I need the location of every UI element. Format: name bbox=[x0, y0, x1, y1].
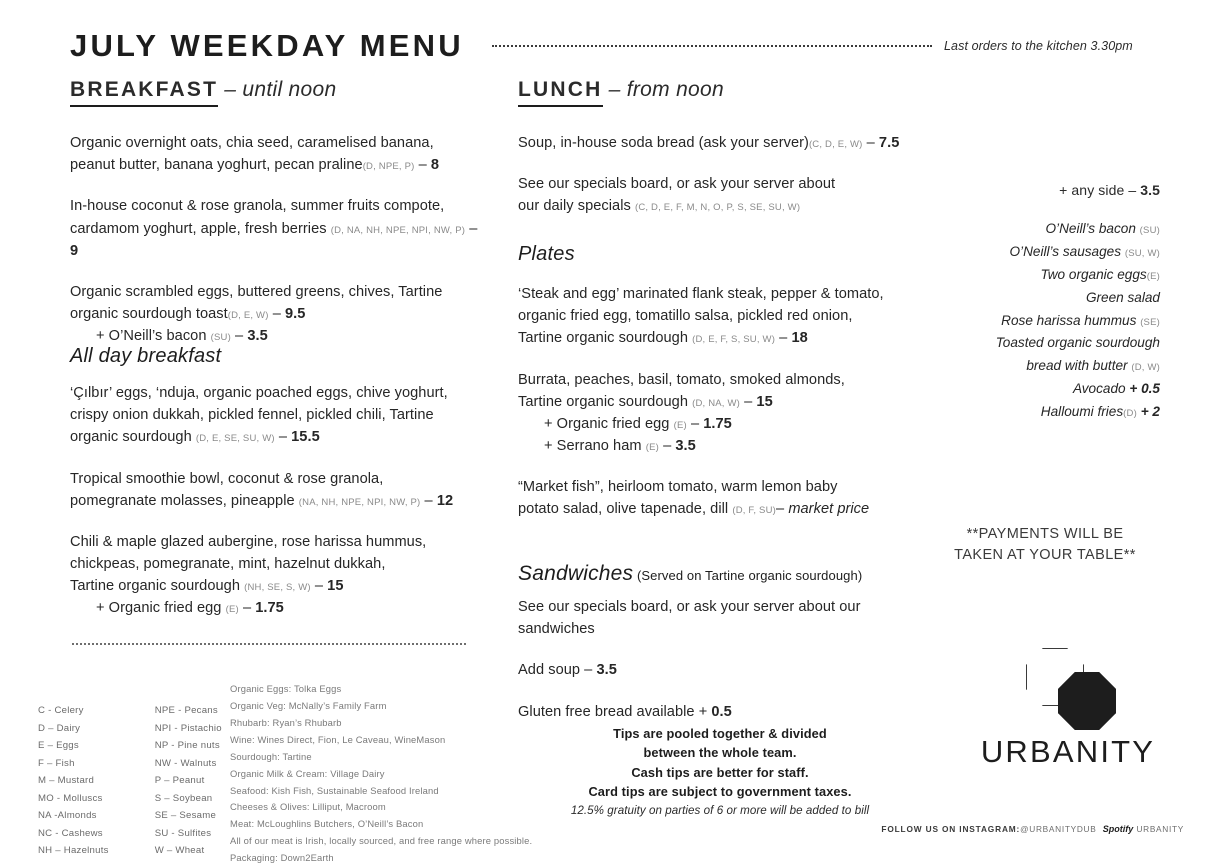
section-heading-plates: Plates bbox=[518, 243, 575, 265]
item-line: Burrata, peaches, basil, tomato, smoked almonds, bbox=[518, 371, 845, 388]
plates-items bbox=[518, 283, 918, 540]
item-line: Soup, in-house soda bread (ask your server) bbox=[518, 135, 809, 151]
social-footer bbox=[881, 824, 1184, 834]
allergen-entry: MO - Molluscs bbox=[38, 792, 103, 804]
addon-allergens: (E) bbox=[645, 442, 659, 454]
supplier-entry: Organic Veg: McNally’s Family Farm bbox=[230, 699, 387, 711]
menu-item bbox=[518, 701, 918, 723]
side-price: + 2 bbox=[1140, 404, 1160, 420]
side-name: Toasted organic sourdough bbox=[995, 335, 1160, 351]
side-allergens: (D) bbox=[1123, 408, 1137, 420]
side-allergens: (E) bbox=[1146, 270, 1160, 282]
side-price: + 0.5 bbox=[1129, 381, 1160, 397]
item-price: market price bbox=[788, 501, 870, 518]
item-dash: – bbox=[414, 157, 431, 174]
allergen-entry: NPE - Pecans bbox=[154, 705, 218, 716]
octagon-logo-icon bbox=[1018, 648, 1118, 730]
allergen-entry: SE – Sesame bbox=[154, 810, 217, 822]
side-name: Avocado bbox=[1072, 381, 1130, 397]
item-dash: – bbox=[420, 492, 437, 509]
side-allergens: (SE) bbox=[1140, 316, 1160, 328]
item-line: organic sourdough bbox=[70, 429, 192, 446]
menu-item bbox=[70, 132, 480, 176]
section-heading-lunch bbox=[518, 78, 724, 102]
allergen-entry: M – Mustard bbox=[38, 775, 95, 787]
tips-line-2: between the whole team. bbox=[643, 745, 797, 761]
addon-dash: – bbox=[658, 438, 676, 455]
side-name: bread with butter bbox=[1026, 358, 1132, 374]
side-item bbox=[900, 379, 1160, 399]
spotify-icon[interactable]: Spotify bbox=[1102, 824, 1134, 834]
side-item bbox=[900, 402, 1160, 422]
side-name: O’Neill’s sausages bbox=[1009, 243, 1125, 259]
side-item bbox=[900, 333, 1160, 353]
addon-allergens: (E) bbox=[225, 604, 239, 616]
item-allergens: (D, NA, W) bbox=[692, 397, 741, 409]
allergen-entry: S – Soybean bbox=[154, 792, 213, 804]
side-name: Green salad bbox=[1085, 289, 1160, 305]
item-price: 8 bbox=[430, 157, 440, 174]
item-line: ‘Çılbır’ eggs, ‘nduja, organic poached eggs, chive yoghurt, bbox=[70, 385, 448, 401]
side-allergens: (D, W) bbox=[1131, 362, 1160, 374]
menu-item bbox=[70, 195, 480, 262]
sides-heading-price: 3.5 bbox=[1140, 182, 1160, 198]
header-dotted-rule bbox=[492, 45, 932, 47]
item-line: Tartine organic sourdough bbox=[518, 330, 688, 347]
menu-item bbox=[518, 132, 918, 154]
addon-price: 1.75 bbox=[703, 415, 732, 432]
item-allergens: (D, E, F, S, SU, W) bbox=[692, 334, 776, 346]
tips-line-3: Cash tips are better for staff. bbox=[631, 764, 809, 780]
payments-line-2: TAKEN AT YOUR TABLE** bbox=[954, 546, 1136, 563]
item-dash: – bbox=[740, 393, 757, 410]
allergen-entry: SU - Sulfites bbox=[154, 827, 212, 839]
item-price: 15.5 bbox=[291, 429, 320, 446]
sides-heading bbox=[900, 182, 1160, 198]
item-line: See our specials board, or ask your server about our bbox=[518, 599, 861, 615]
item-line: “Market fish”, heirloom tomato, warm lemon baby bbox=[518, 479, 838, 496]
allergen-key-column-1 bbox=[38, 702, 109, 860]
addon-allergens: (E) bbox=[673, 419, 687, 431]
addon-price: 3.5 bbox=[675, 438, 696, 455]
section-heading-breakfast bbox=[70, 78, 336, 102]
addon-dash: – bbox=[230, 328, 248, 345]
sandwiches-items bbox=[518, 596, 918, 742]
supplier-entry: Cheeses & Olives: Lilliput, Macroom bbox=[230, 801, 386, 813]
item-line: Add soup bbox=[518, 662, 581, 679]
menu-item bbox=[70, 382, 480, 449]
tips-line-1: Tips are pooled together & divided bbox=[613, 726, 827, 741]
menu-item-addon bbox=[518, 435, 918, 457]
item-price: 15 bbox=[327, 578, 344, 595]
instagram-handle[interactable]: @URBANITYDUB bbox=[1020, 824, 1097, 834]
side-allergens: (SU) bbox=[1139, 225, 1160, 236]
addon-dash: – bbox=[238, 600, 256, 617]
section-heading-all-day-breakfast: All day breakfast bbox=[70, 345, 222, 367]
item-line: Organic scrambled eggs, buttered greens, chives, Tartine bbox=[70, 283, 443, 300]
supplier-entry: Wine: Wines Direct, Fion, Le Caveau, WineMason bbox=[230, 733, 446, 745]
item-dash: – bbox=[862, 135, 879, 151]
lunch-items bbox=[518, 132, 918, 237]
item-dash: – bbox=[775, 330, 792, 347]
breakfast-keyword: BREAKFAST bbox=[70, 78, 218, 107]
side-allergens: (SU, W) bbox=[1124, 247, 1160, 259]
item-line: Tropical smoothie bowl, coconut & rose granola, bbox=[70, 470, 384, 487]
item-line: Gluten free bread available + bbox=[518, 703, 712, 720]
item-line: crispy onion dukkah, pickled fennel, pickled chili, Tartine bbox=[70, 407, 434, 424]
side-item bbox=[900, 288, 1160, 308]
item-price: 9 bbox=[70, 242, 79, 259]
supplier-entry: Packaging: Down2Earth bbox=[230, 852, 334, 864]
brand-wordmark: URBANITY bbox=[980, 734, 1156, 769]
allergen-entry: NPI - Pistachio bbox=[154, 722, 222, 734]
menu-item bbox=[70, 468, 480, 512]
sandwiches-note: (Served on Tartine organic sourdough) bbox=[633, 568, 863, 583]
item-line: Chili & maple glazed aubergine, rose harissa hummus, bbox=[70, 533, 427, 550]
item-line: our daily specials bbox=[518, 198, 631, 215]
item-dash: – bbox=[580, 662, 597, 679]
menu-item bbox=[70, 531, 480, 620]
footer-dotted-rule bbox=[72, 643, 466, 645]
item-line: See our specials board, or ask your server about bbox=[518, 176, 836, 193]
menu-item bbox=[518, 173, 918, 217]
menu-item bbox=[518, 283, 918, 350]
item-allergens: (D, E, W) bbox=[227, 310, 269, 322]
item-allergens: (NH, SE, S, W) bbox=[244, 582, 311, 594]
item-line: pomegranate molasses, pineapple bbox=[70, 492, 295, 509]
item-price: 9.5 bbox=[284, 306, 306, 323]
addon-allergens: (SU) bbox=[210, 332, 231, 344]
item-price: 15 bbox=[756, 393, 773, 410]
allergen-entry: D – Dairy bbox=[38, 722, 81, 734]
item-allergens: (D, NPE, P) bbox=[362, 161, 415, 173]
item-line: cardamom yoghurt, apple, fresh berries bbox=[70, 220, 327, 237]
item-dash: – bbox=[268, 306, 285, 323]
item-line: peanut butter, banana yoghurt, pecan praline bbox=[70, 157, 363, 174]
tips-notice bbox=[560, 724, 880, 817]
side-item bbox=[900, 265, 1160, 285]
last-orders-note: Last orders to the kitchen 3.30pm bbox=[944, 39, 1133, 53]
side-name: Halloumi fries bbox=[1040, 404, 1124, 420]
item-price: 12 bbox=[436, 492, 454, 509]
item-price: 3.5 bbox=[596, 662, 617, 679]
supplier-entry: Seafood: Kish Fish, Sustainable Seafood Ireland bbox=[230, 784, 439, 796]
allergen-entry: NC - Cashews bbox=[38, 827, 103, 839]
addon-price: 1.75 bbox=[255, 600, 284, 617]
item-line: chickpeas, pomegranate, mint, hazelnut dukkah, bbox=[70, 556, 386, 573]
allergen-entry: C - Celery bbox=[38, 705, 84, 716]
supplier-entry: Rhubarb: Ryan’s Rhubarb bbox=[230, 716, 342, 728]
menu-item-addon bbox=[70, 597, 480, 619]
item-line: ‘Steak and egg’ marinated flank steak, pepper & tomato, bbox=[518, 286, 884, 302]
side-name: Rose harissa hummus bbox=[1001, 312, 1141, 328]
allergen-key bbox=[38, 702, 222, 860]
side-item bbox=[900, 219, 1160, 239]
item-line: organic sourdough toast bbox=[70, 306, 228, 323]
item-line: potato salad, olive tapenade, dill bbox=[518, 501, 729, 518]
item-line: Tartine organic sourdough bbox=[70, 578, 240, 595]
instagram-label: FOLLOW US ON INSTAGRAM: bbox=[881, 824, 1021, 834]
item-dash: – bbox=[274, 429, 292, 446]
item-allergens: (C, D, E, F, M, N, O, P, S, SE, SU, W) bbox=[634, 202, 801, 214]
item-allergens: (D, NA, NH, NPE, NPI, NW, P) bbox=[330, 224, 466, 236]
item-line: In-house coconut & rose granola, summer fruits compote, bbox=[70, 198, 445, 215]
item-line: sandwiches bbox=[518, 621, 595, 638]
allergen-entry: W – Wheat bbox=[154, 845, 205, 857]
addon-label: + Organic fried egg bbox=[96, 600, 226, 617]
supplier-entry: Organic Milk & Cream: Village Dairy bbox=[230, 767, 385, 779]
menu-item-addon bbox=[518, 413, 918, 435]
breakfast-items bbox=[70, 132, 480, 366]
addon-dash: – bbox=[686, 415, 704, 432]
allergen-entry: NW - Walnuts bbox=[154, 757, 217, 769]
section-heading-sandwiches bbox=[518, 562, 862, 586]
spotify-handle[interactable]: URBANITY bbox=[1136, 824, 1184, 834]
menu-item bbox=[518, 659, 918, 681]
allergen-entry: P – Peanut bbox=[154, 775, 205, 787]
item-dash: – bbox=[465, 220, 478, 237]
all-day-breakfast-items bbox=[70, 382, 480, 639]
side-name: Two organic eggs bbox=[1040, 266, 1147, 282]
item-dash: – bbox=[310, 578, 328, 595]
supplier-entry: Organic Eggs: Tolka Eggs bbox=[230, 683, 342, 694]
item-allergens: (NA, NH, NPE, NPI, NW, P) bbox=[298, 496, 421, 508]
allergen-entry: NP - Pine nuts bbox=[154, 740, 220, 752]
side-name: O’Neill’s bacon bbox=[1045, 221, 1140, 236]
allergen-key-column-2 bbox=[155, 702, 222, 860]
menu-item bbox=[518, 369, 918, 458]
side-item bbox=[900, 242, 1160, 262]
menu-item bbox=[518, 596, 918, 640]
addon-price: 3.5 bbox=[247, 328, 268, 345]
lunch-subtitle: – from noon bbox=[602, 78, 724, 101]
allergen-entry: NA -Almonds bbox=[38, 810, 97, 822]
sandwiches-keyword: Sandwiches bbox=[518, 562, 634, 585]
payments-line-1: **PAYMENTS WILL BE bbox=[966, 526, 1124, 542]
side-item bbox=[900, 356, 1160, 376]
supplier-entry: Meat: McLoughlins Butchers, O’Neill’s Bacon bbox=[230, 818, 424, 830]
payments-notice bbox=[920, 524, 1170, 565]
item-price: 0.5 bbox=[711, 703, 732, 720]
addon-label: + Organic fried egg bbox=[544, 415, 674, 432]
gratuity-note: 12.5% gratuity on parties of 6 or more will be added to bill bbox=[570, 803, 870, 817]
item-price: 18 bbox=[791, 330, 808, 347]
addon-label: + Serrano ham bbox=[544, 438, 646, 455]
sides-list bbox=[900, 182, 1160, 425]
item-line: Organic overnight oats, chia seed, caramelised banana, bbox=[70, 135, 434, 151]
side-item bbox=[900, 311, 1160, 331]
allergen-entry: E – Eggs bbox=[38, 740, 79, 752]
item-price: 7.5 bbox=[878, 135, 900, 151]
supplier-entry: Sourdough: Tartine bbox=[230, 750, 312, 762]
item-allergens: (D, F, SU) bbox=[732, 505, 777, 517]
brand-logo bbox=[968, 648, 1168, 770]
tips-line-4: Card tips are subject to government taxes. bbox=[588, 784, 852, 800]
allergen-entry: F – Fish bbox=[38, 757, 75, 769]
octagon-filled-icon bbox=[1058, 672, 1116, 730]
suppliers-list bbox=[230, 681, 532, 867]
breakfast-subtitle: – until noon bbox=[218, 78, 337, 101]
addon-label: + O’Neill’s bacon bbox=[96, 328, 211, 345]
item-line: Tartine organic sourdough bbox=[518, 393, 688, 410]
supplier-entry: All of our meat is Irish, locally sourced, and free range where possible. bbox=[230, 835, 533, 847]
sides-heading-label: + any side – bbox=[1059, 182, 1141, 198]
lunch-keyword: LUNCH bbox=[518, 78, 603, 107]
item-allergens: (C, D, E, W) bbox=[808, 139, 863, 150]
page-title: JULY WEEKDAY MENU bbox=[70, 28, 464, 63]
allergen-entry: NH – Hazelnuts bbox=[38, 845, 109, 857]
item-line: organic fried egg, tomatillo salsa, pickled red onion, bbox=[518, 308, 853, 325]
menu-item bbox=[70, 281, 480, 348]
item-allergens: (D, E, SE, SU, W) bbox=[195, 433, 275, 445]
menu-item bbox=[518, 476, 918, 520]
item-dash: – bbox=[776, 501, 789, 518]
